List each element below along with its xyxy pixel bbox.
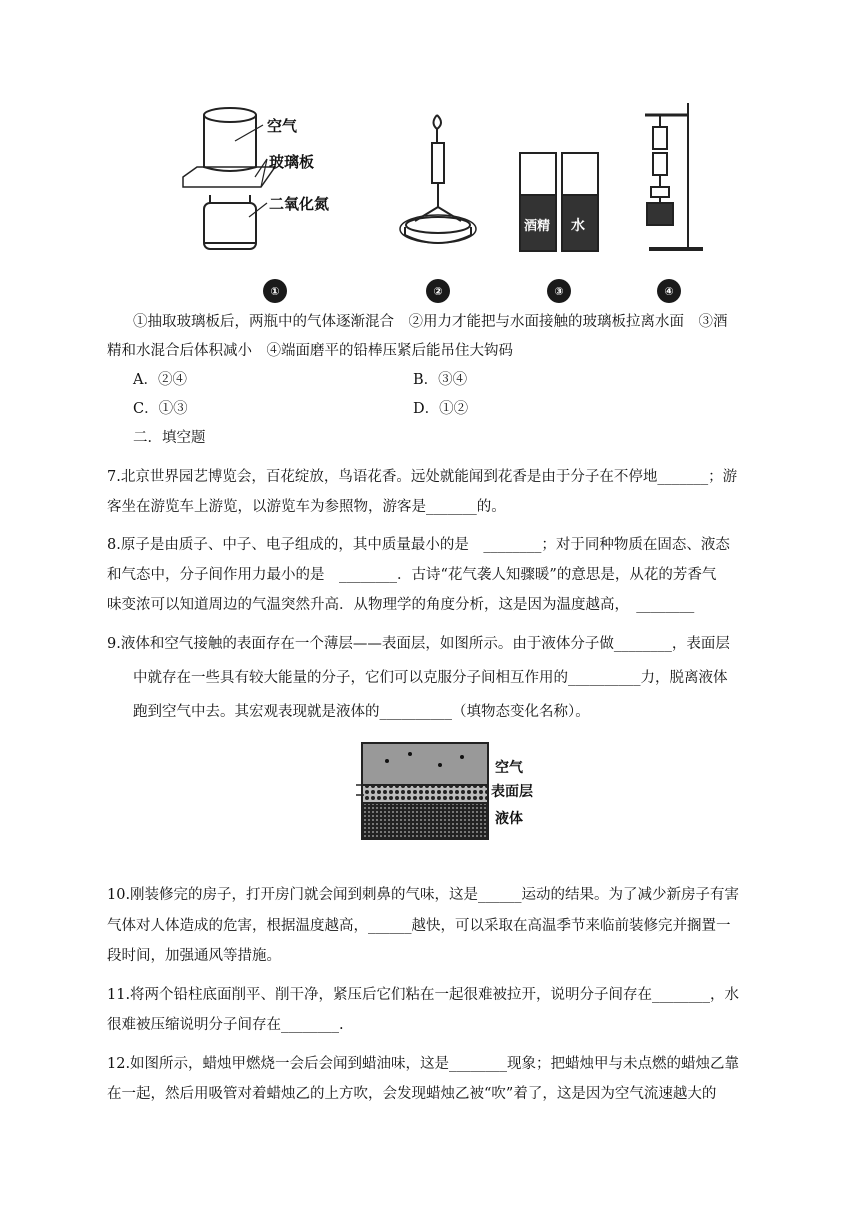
- q7-line1: 7.北京世界园艺博览会，百花绽放，鸟语花香。远处就能闻到花香是由于分子在不停地_______；游: [107, 469, 738, 485]
- q9-line2: 中就存在一些具有较大能量的分子，它们可以克服分子间相互作用的__________力，脱离液体: [133, 670, 728, 686]
- sub-label-2: ②: [426, 279, 450, 303]
- water-label: 水: [571, 218, 585, 234]
- q8-line1: 8.原子是由质子、中子、电子组成的，其中质量最小的是 ________；对于同种物质在固态、液态: [107, 537, 730, 553]
- q6-desc-line2: 精和水混合后体积减小 ④端面磨平的铅棒压紧后能吊住大钩码: [107, 343, 513, 359]
- q10-line2: 气体对人体造成的危害，根据温度越高，______越快，可以采取在高温季节来临前装修完并搁置一: [107, 918, 731, 934]
- q11-line1: 11.将两个铅柱底面削平、削干净，紧压后它们粘在一起很难被拉开，说明分子间存在________，水: [107, 987, 740, 1003]
- surface-layer-figure: [352, 735, 552, 845]
- no2-label: 二氧化氮: [269, 195, 330, 213]
- q12-line2: 在一起，然后用吸管对着蜡烛乙的上方吹，会发现蜡烛乙被“吹”着了，这是因为空气流速越大的: [107, 1086, 717, 1102]
- q10-line3: 段时间，加强通风等措施。: [107, 948, 281, 964]
- alcohol-water-cylinders: [520, 153, 598, 251]
- q12-line1: 12.如图所示，蜡烛甲燃烧一会后会闻到蜡油味，这是________现象；把蜡烛甲与未点燃的蜡烛乙靠: [107, 1056, 740, 1072]
- gas-diffusion-apparatus: [183, 108, 275, 249]
- q6-desc-line1: ①抽取玻璃板后，两瓶中的气体逐渐混合 ②用力才能把与水面接触的玻璃板拉离水面 ③酒: [133, 314, 728, 330]
- alcohol-label: 酒精: [524, 219, 551, 234]
- glass-plate-label: 玻璃板: [269, 153, 315, 171]
- sub-label-3: ③: [547, 279, 571, 303]
- spring-scale-glass-plate: [400, 115, 476, 243]
- q9-line3: 跑到空气中去。其宏观表现就是液体的__________（填物态变化名称）。: [133, 704, 590, 720]
- experiment-drawings: [175, 95, 705, 275]
- q10-line1: 10.刚装修完的房子，打开房门就会闻到刺鼻的气味，这是______运动的结果。为了减少新房子有害: [107, 887, 740, 903]
- sub-label-4: ④: [657, 279, 681, 303]
- lead-rods-stand: [645, 103, 703, 249]
- air-label: 空气: [267, 117, 298, 135]
- q7-line2: 客坐在游览车上游览，以游览车为参照物，游客是_______的。: [107, 499, 506, 515]
- fig2-liquid-label: 液体: [495, 811, 523, 827]
- q6-option-d[interactable]: D．①②: [413, 401, 469, 417]
- q6-option-a[interactable]: A．②④: [133, 372, 187, 388]
- q9-line1: 9.液体和空气接触的表面存在一个薄层——表面层，如图所示。由于液体分子做________，表面层: [107, 636, 730, 652]
- fig2-surface-label: 表面层: [491, 784, 533, 800]
- section-title: 二．填空题: [133, 430, 206, 446]
- q8-line3: 味变浓可以知道周边的气温突然升高．从物理学的角度分析，这是因为温度越高， ________: [107, 597, 695, 613]
- q6-option-c[interactable]: C．①③: [133, 401, 188, 417]
- q8-line2: 和气态中，分子间作用力最小的是 ________．古诗“花气袭人知骤暖”的意思是，从花的芳香气: [107, 567, 717, 583]
- sub-label-1: ①: [263, 279, 287, 303]
- experiment-figure: [175, 95, 705, 305]
- q11-line2: 很难被压缩说明分子间存在________.: [107, 1017, 344, 1033]
- q6-option-b[interactable]: B．③④: [413, 372, 468, 388]
- fig2-air-label: 空气: [495, 760, 523, 776]
